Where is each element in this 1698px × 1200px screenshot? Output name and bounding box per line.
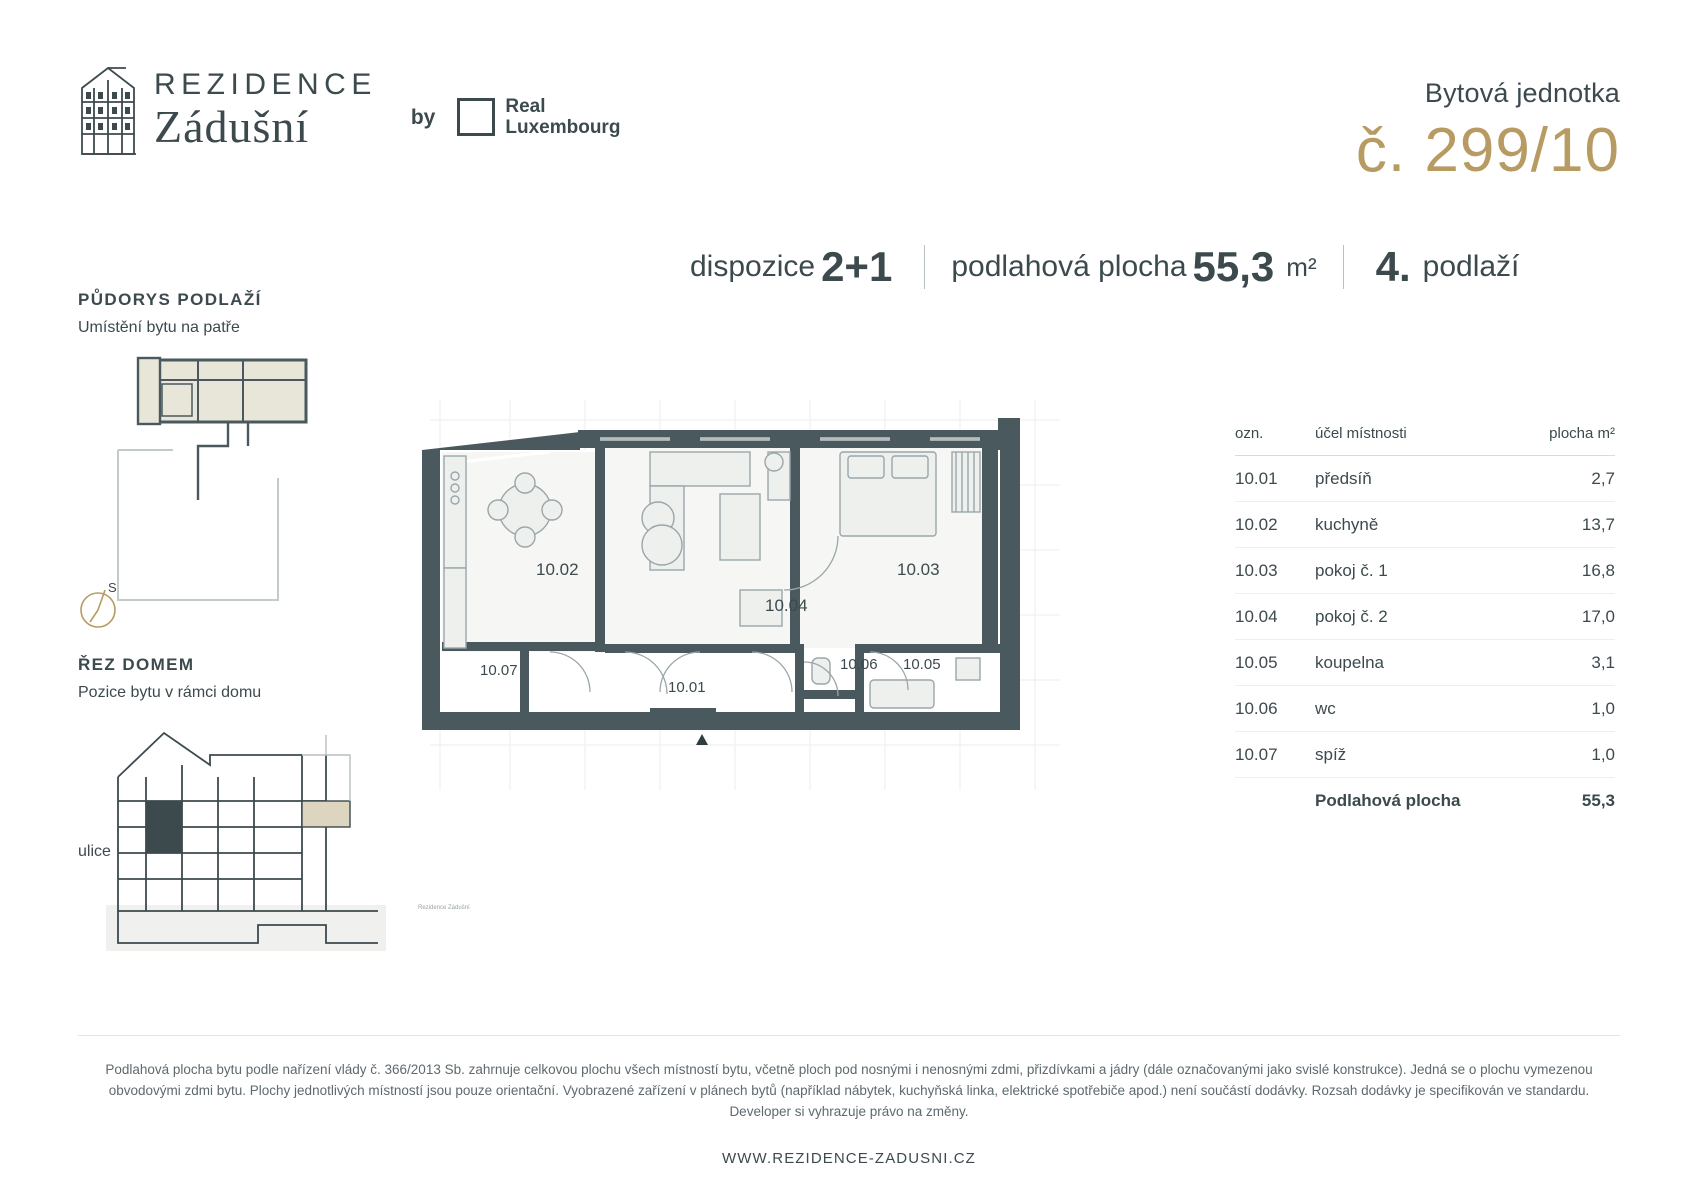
row-area: 1,0: [1522, 732, 1616, 778]
row-area: 1,0: [1522, 686, 1616, 732]
unit-number: č. 299/10: [1355, 116, 1620, 185]
floor-plan-title: PŮDORYS PODLAŽÍ: [78, 290, 262, 309]
table-total-row: [1235, 778, 1615, 824]
layout-label: dispozice: [690, 250, 816, 283]
floor-label: podlaží: [1422, 250, 1520, 283]
website-url[interactable]: WWW.REZIDENCE-ZADUSNI.CZ: [722, 1150, 976, 1167]
total-label: Podlahová plocha: [1315, 791, 1461, 810]
building-section-drawing: [78, 715, 408, 955]
room-number-10-07: 10.07: [480, 662, 518, 679]
row-oz: 10.04: [1235, 594, 1315, 640]
table-row: [1235, 456, 1615, 502]
row-oz: 10.07: [1235, 732, 1315, 778]
room-number-10-03: 10.03: [897, 560, 940, 579]
floor-plan-subtitle: Umístění bytu na patře: [78, 319, 240, 336]
row-area: 13,7: [1522, 502, 1616, 548]
header-purpose: účel místnosti: [1315, 425, 1407, 442]
brand-logo: [78, 62, 620, 158]
floor-value: 4.: [1375, 243, 1411, 290]
row-oz: 10.06: [1235, 686, 1315, 732]
row-name: spíž: [1315, 732, 1522, 778]
floor-plan-section-heading: [78, 290, 408, 337]
row-area: 17,0: [1522, 594, 1616, 640]
header-area: plocha m²: [1549, 425, 1615, 442]
total-value: 55,3: [1581, 791, 1615, 810]
table-row: [1235, 732, 1615, 778]
room-number-10-05: 10.05: [903, 656, 941, 673]
row-area: 2,7: [1522, 456, 1616, 502]
row-name: kuchyně: [1315, 502, 1522, 548]
row-area: 3,1: [1522, 640, 1616, 686]
room-number-10-06: 10.06: [840, 656, 878, 673]
section-heading: [78, 655, 408, 702]
section-title: ŘEZ DOMEM: [78, 655, 195, 674]
layout-value: 2+1: [821, 243, 893, 290]
brand-name-line1: REZIDENCE: [154, 68, 377, 101]
row-name: pokoj č. 2: [1315, 594, 1522, 640]
row-oz: 10.02: [1235, 502, 1315, 548]
row-oz: 10.03: [1235, 548, 1315, 594]
row-name: koupelna: [1315, 640, 1522, 686]
table-row: [1235, 640, 1615, 686]
partner-line1: Real: [505, 95, 546, 117]
row-oz: 10.05: [1235, 640, 1315, 686]
row-oz: 10.01: [1235, 456, 1315, 502]
svg-text:S: S: [108, 580, 117, 595]
compass-icon: [78, 578, 124, 624]
table-row: [1235, 548, 1615, 594]
header-oz: ozn.: [1235, 425, 1264, 442]
area-value: 55,3: [1192, 243, 1275, 290]
entry-arrow-icon: [696, 734, 708, 745]
partner-line2: Luxembourg: [505, 117, 621, 138]
summary-divider-1: [924, 245, 925, 289]
total-spacer: [1235, 778, 1315, 824]
room-table: [1235, 425, 1615, 823]
table-header-row: [1235, 425, 1615, 456]
row-name: předsíň: [1315, 456, 1522, 502]
row-name: pokoj č. 1: [1315, 548, 1522, 594]
row-area: 16,8: [1522, 548, 1616, 594]
street-label: ulice: [78, 843, 111, 860]
table-row: [1235, 686, 1615, 732]
area-label: podlahová plocha: [951, 250, 1187, 283]
legal-note: Podlahová plocha bytu podle nařízení vlády č. 366/2013 Sb. zahrnuje celkovou plochu všech místností bytu, včetně ploch pod nosnými i nenosnými zdmi, přizdívkami a jádry (dále označovanými jako svislé konstrukce). Jedná se o plochu vymezenou obvodovými zdmi bytu. Plochy jednotlivých místností jsou pouze orientační. Vyobrazené zařízení v plánech bytů (například nábytek, kuchyňská linka, elektrické spotřebiče apod.) není součástí dodávky. Rozsah dodávky je specifikován ve standardu. Developer si vyhrazuje právo na změny.: [105, 1062, 1593, 1119]
room-number-10-01: 10.01: [668, 679, 706, 696]
apartment-floorplan: [400, 390, 1100, 860]
square-outline-icon: [457, 98, 495, 136]
area-unit: m²: [1286, 251, 1317, 282]
footer-divider: [78, 1035, 1620, 1036]
unit-label: Bytová jednotka: [1424, 78, 1620, 108]
table-row: [1235, 594, 1615, 640]
building-icon: [78, 62, 140, 158]
row-name: wc: [1315, 686, 1522, 732]
unit-header: [1356, 78, 1620, 186]
unit-summary: [690, 243, 1519, 291]
brand-name-line2: Zádušní: [154, 101, 310, 152]
table-row: [1235, 502, 1615, 548]
room-number-10-02: 10.02: [536, 560, 579, 579]
plan-credit: Rezidence Zádušní: [418, 905, 470, 911]
partner-logo: [457, 82, 620, 139]
summary-divider-2: [1343, 245, 1344, 289]
section-subtitle: Pozice bytu v rámci domu: [78, 684, 262, 701]
room-number-10-04: 10.04: [765, 596, 808, 615]
by-label: by: [410, 106, 436, 129]
